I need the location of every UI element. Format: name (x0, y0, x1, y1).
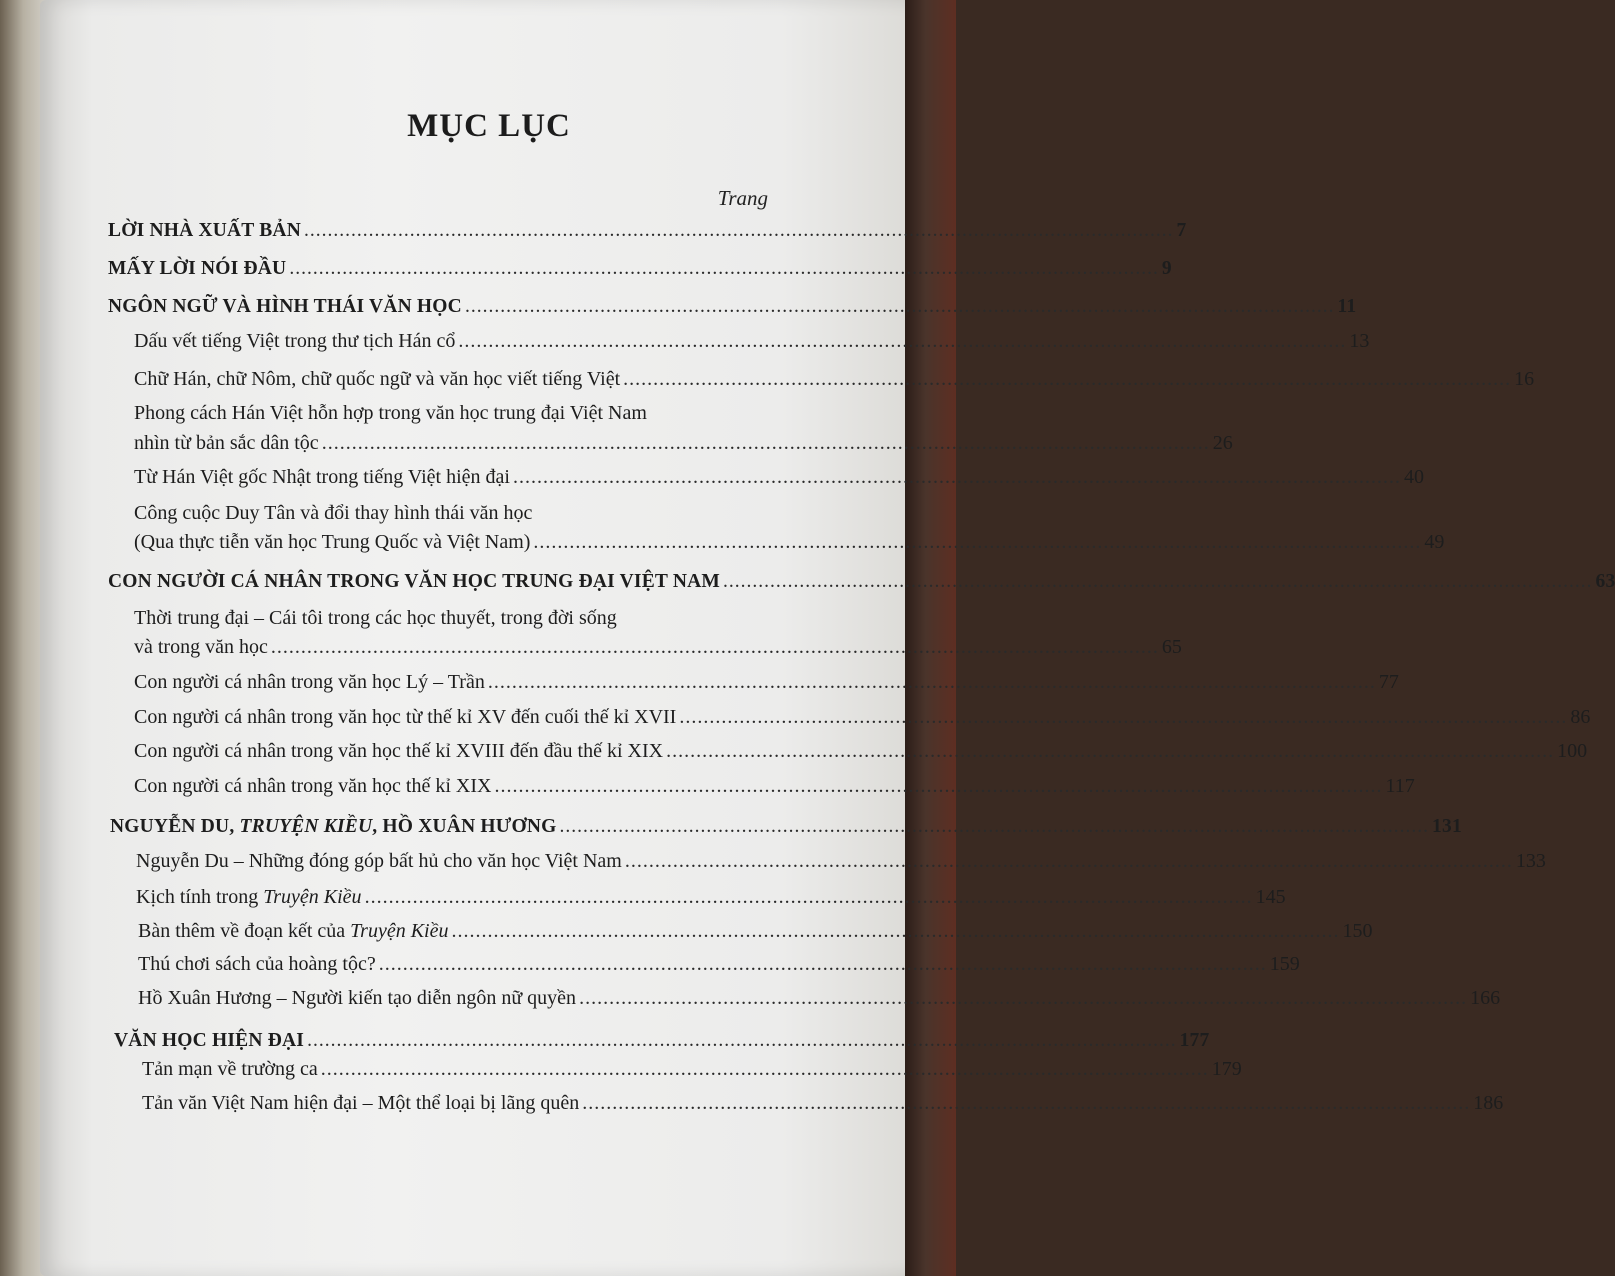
toc-page-number: 117 (1385, 775, 1415, 797)
toc-entry[interactable] (136, 886, 1286, 909)
toc-entry[interactable] (136, 850, 1546, 873)
toc-entry-title-line[interactable]: Phong cách Hán Việt hỗn hợp trong văn học trung đại Việt Nam (134, 402, 647, 424)
toc-entry[interactable] (134, 531, 1445, 554)
leader-dots: .................................................................................................................................................... (559, 816, 1430, 837)
toc-entry-title-line[interactable]: Công cuộc Duy Tân và đổi thay hình thái văn học (134, 502, 533, 524)
toc-entry[interactable] (134, 740, 1588, 763)
toc-entry-title: Tản mạn về trường ca (142, 1058, 318, 1080)
page-column-label: Trang (717, 186, 768, 210)
toc-entry[interactable] (110, 816, 1462, 838)
toc-page-number: 177 (1179, 1030, 1210, 1051)
leader-dots: .................................................................................................................................................... (458, 330, 1347, 352)
toc-entry-title: CON NGƯỜI CÁ NHÂN TRONG VĂN HỌC TRUNG ĐẠI VIỆT NAM (108, 571, 721, 592)
toc-entry[interactable] (142, 1092, 1504, 1115)
toc-page-number: 186 (1473, 1092, 1504, 1114)
toc-entry[interactable] (108, 296, 1357, 318)
toc-entry[interactable] (134, 671, 1399, 694)
toc-page-number: 11 (1337, 296, 1357, 317)
toc-page-number: 150 (1342, 920, 1373, 942)
toc-entry-title: LỜI NHÀ XUẤT BẢN (108, 220, 301, 241)
leader-dots: .................................................................................................................................................... (623, 368, 1512, 390)
toc-entry-title: Bàn thêm về đoạn kết của Truyện Kiều (138, 920, 449, 942)
leader-dots: .................................................................................................................................................... (270, 636, 1159, 658)
toc-entry[interactable] (134, 466, 1424, 489)
toc-entry[interactable] (134, 330, 1370, 353)
toc-entry-title: Thú chơi sách của hoàng tộc? (138, 953, 376, 975)
toc-entry[interactable] (108, 220, 1187, 242)
leader-dots: .................................................................................................................................................... (533, 531, 1422, 553)
leader-dots: .................................................................................................................................................... (320, 1058, 1209, 1080)
toc-entry-title: VĂN HỌC HIỆN ĐẠI (114, 1030, 305, 1051)
leader-dots: .................................................................................................................................................... (512, 466, 1401, 488)
leader-dots: .................................................................................................................................................... (289, 258, 1159, 279)
toc-page-number: 63 (1595, 571, 1615, 592)
toc-entry-title-line[interactable]: Thời trung đại – Cái tôi trong các học thuyết, trong đời sống (134, 607, 617, 629)
toc-entry-title: Từ Hán Việt gốc Nhật trong tiếng Việt hiện đại (134, 466, 510, 488)
toc-page-number: 86 (1570, 706, 1591, 728)
toc-entry[interactable] (134, 706, 1591, 729)
leader-dots: .................................................................................................................................................... (464, 296, 1335, 317)
leader-dots: .................................................................................................................................................... (723, 571, 1593, 592)
toc-page-number: 13 (1349, 330, 1370, 352)
toc-entry-title: Nguyễn Du – Những đóng góp bất hủ cho văn học Việt Nam (136, 850, 622, 872)
leader-dots: .................................................................................................................................................... (304, 220, 1174, 241)
toc-entry-title: Kịch tính trong Truyện Kiều (136, 886, 362, 908)
leader-dots: .................................................................................................................................................... (321, 432, 1210, 454)
toc-entry[interactable] (134, 432, 1233, 455)
toc-page-number: 179 (1211, 1058, 1242, 1080)
toc-entry-title: Con người cá nhân trong văn học thế kỉ XVIII đến đầu thế kỉ XIX (134, 740, 664, 762)
toc-entry[interactable] (134, 775, 1415, 798)
toc-entry-title: Hồ Xuân Hương – Người kiến tạo diễn ngôn nữ quyền (138, 987, 577, 1009)
toc-entry[interactable] (142, 1058, 1242, 1081)
leader-dots: .................................................................................................................................................... (364, 886, 1253, 908)
toc-entry[interactable] (134, 368, 1535, 391)
toc-page-number: 166 (1470, 987, 1501, 1009)
toc-entry-title: Con người cá nhân trong văn học Lý – Trần (134, 671, 485, 693)
leader-dots: .................................................................................................................................................... (487, 671, 1376, 693)
leader-dots: .................................................................................................................................................... (582, 1092, 1471, 1114)
toc-page-number: 131 (1432, 816, 1462, 837)
toc-entry-title: Tản văn Việt Nam hiện đại – Một thể loại bị lãng quên (142, 1092, 580, 1114)
toc-page-number: 26 (1212, 432, 1233, 454)
toc-entry-title: Con người cá nhân trong văn học thế kỉ XIX (134, 775, 492, 797)
toc-page-number: 159 (1269, 953, 1300, 975)
toc-page-number: 65 (1161, 636, 1182, 658)
toc-page-number: 9 (1161, 258, 1172, 279)
leader-dots: .................................................................................................................................................... (624, 850, 1513, 872)
leader-dots: .................................................................................................................................................... (451, 920, 1340, 942)
leader-dots: .................................................................................................................................................... (378, 953, 1267, 975)
leader-dots: .................................................................................................................................................... (679, 706, 1568, 728)
toc-entry[interactable] (138, 953, 1300, 976)
toc-entry-title: Chữ Hán, chữ Nôm, chữ quốc ngữ và văn học viết tiếng Việt (134, 368, 621, 390)
page-title: MỤC LỤC (407, 108, 571, 144)
toc-entry-title: (Qua thực tiễn văn học Trung Quốc và Việt Nam) (134, 531, 531, 553)
leader-dots: .................................................................................................................................................... (494, 775, 1383, 797)
toc-page-number: 7 (1176, 220, 1187, 241)
toc-page-number: 77 (1378, 671, 1399, 693)
toc-entry-title: MẤY LỜI NÓI ĐẦU (108, 258, 287, 279)
toc-entry[interactable] (108, 571, 1615, 593)
toc-entry-title: NGÔN NGỮ VÀ HÌNH THÁI VĂN HỌC (108, 296, 462, 317)
leader-dots: .................................................................................................................................................... (307, 1030, 1177, 1051)
toc-entry[interactable] (138, 920, 1373, 943)
toc-entry-title: NGUYỄN DU, TRUYỆN KIỀU, HỒ XUÂN HƯƠNG (110, 816, 557, 837)
leader-dots: .................................................................................................................................................... (579, 987, 1468, 1009)
toc-entry[interactable] (114, 1030, 1210, 1052)
toc-entry[interactable] (138, 987, 1501, 1010)
toc-entry-title: nhìn từ bản sắc dân tộc (134, 432, 319, 454)
toc-page-number: 100 (1557, 740, 1588, 762)
toc-page-number: 49 (1424, 531, 1445, 553)
leader-dots: .................................................................................................................................................... (666, 740, 1555, 762)
toc-entry-title: Con người cá nhân trong văn học từ thế kỉ XV đến cuối thế kỉ XVII (134, 706, 677, 728)
toc-page-number: 16 (1514, 368, 1535, 390)
toc-page-number: 145 (1255, 886, 1286, 908)
toc-entry-title: Dấu vết tiếng Việt trong thư tịch Hán cổ (134, 330, 456, 352)
toc-entry-title: và trong văn học (134, 636, 268, 658)
toc-page-number: 133 (1515, 850, 1546, 872)
toc-page-number: 40 (1403, 466, 1424, 488)
toc-entry[interactable] (134, 636, 1182, 659)
toc-entry[interactable] (108, 258, 1172, 280)
